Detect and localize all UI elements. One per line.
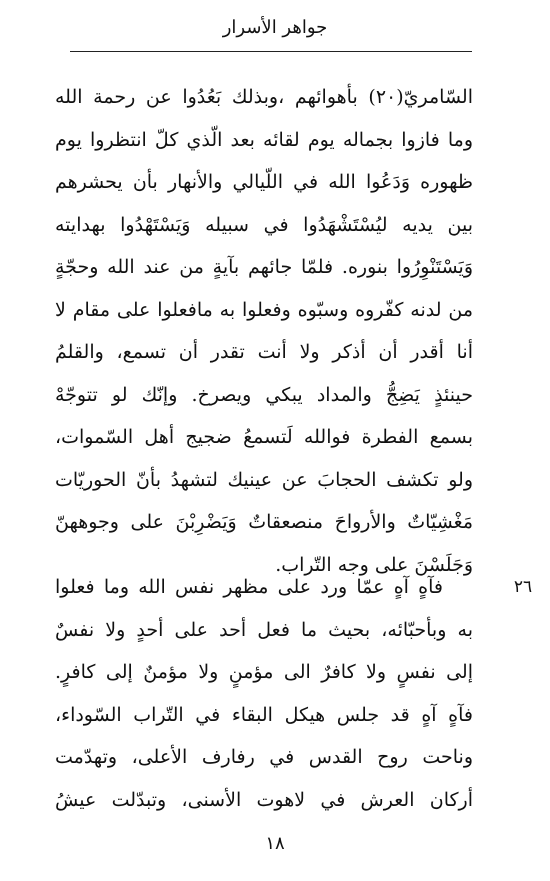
text-line: أركان العرش في لاهوت الأسنى، وتبدّلت عيشُ — [55, 788, 473, 811]
text-line: به وبأحبّائه، بحيث ما فعل أحد على أحدٍ ولا نفسٌ — [55, 618, 473, 641]
paragraph-1 — [55, 76, 473, 586]
page-number: ١٨ — [265, 833, 285, 854]
text-line: وَيَسْتَنْوِرُوا بنوره. فلمّا جائهم بآيةٍ من عند الله وحجّةٍ — [55, 256, 473, 278]
paragraph-number: ٢٦ — [513, 577, 533, 597]
text-line: بين يديه ليُسْتَشْهَدُوا في سبيله وَيَسْتَهْدُوا بهدايته — [55, 213, 473, 236]
text-line: فآهٍ آهٍ عمّا ورد على مظهر نفس الله وما فعلوا — [55, 576, 443, 598]
text-line: وَجَلَسْنَ على وجه التّراب. — [275, 553, 473, 576]
text-line: فآهٍ آهٍ قد جلس هيكل البقاء في التّراب السّوداء، — [55, 703, 473, 726]
paragraph-2 — [55, 566, 473, 821]
header-divider — [70, 51, 472, 52]
text-line: بسمع الفطرة فوالله لَتسمعُ ضجيج أهل السّموات، — [55, 426, 473, 448]
text-line: حينئذٍ يَضِجُّ والمداد يبكي ويصرخ. وإنّك لو تتوجّهْ — [55, 383, 473, 406]
text-line: أنا أقدر أن أذكر ولا أنت تقدر أن تسمع، والقلمُ — [55, 341, 473, 363]
text-line: إلى نفسٍ ولا كافرٌ الى مؤمنٍ ولا مؤمنٌ إلى كافرٍ. — [55, 661, 473, 683]
text-line: مَغْشِيّاتٌ والأرواحَ منصعقاتٌ وَيَضْرِبْنَ على وجوههنّ — [55, 511, 473, 533]
text-line: السّامريّ(٢٠) بأهوائهم ،وبذلك بَعُدُوا عن رحمة الله — [55, 86, 473, 108]
text-line: وما فازوا بجماله يوم لقائه بعد الّذي كلّ انتظروا يوم — [55, 128, 473, 151]
header-title: جواهر الأسرار — [222, 17, 328, 38]
text-line: ظهوره وَدَعُوا الله في اللّيالي والأنهار بأن يحشرهم — [55, 171, 473, 193]
text-line: ولو تكشف الحجابَ عن عينيك لتشهدُ بأنّ الحوريّات — [55, 468, 473, 491]
running-header — [0, 14, 550, 42]
text-line: وناحت روح القدس في رفارف الأعلى، وتهدّمت — [55, 746, 473, 768]
text-line: من لدنه كفّروه وسبّوه وفعلوا به مافعلوا على مقام لا — [55, 298, 473, 321]
